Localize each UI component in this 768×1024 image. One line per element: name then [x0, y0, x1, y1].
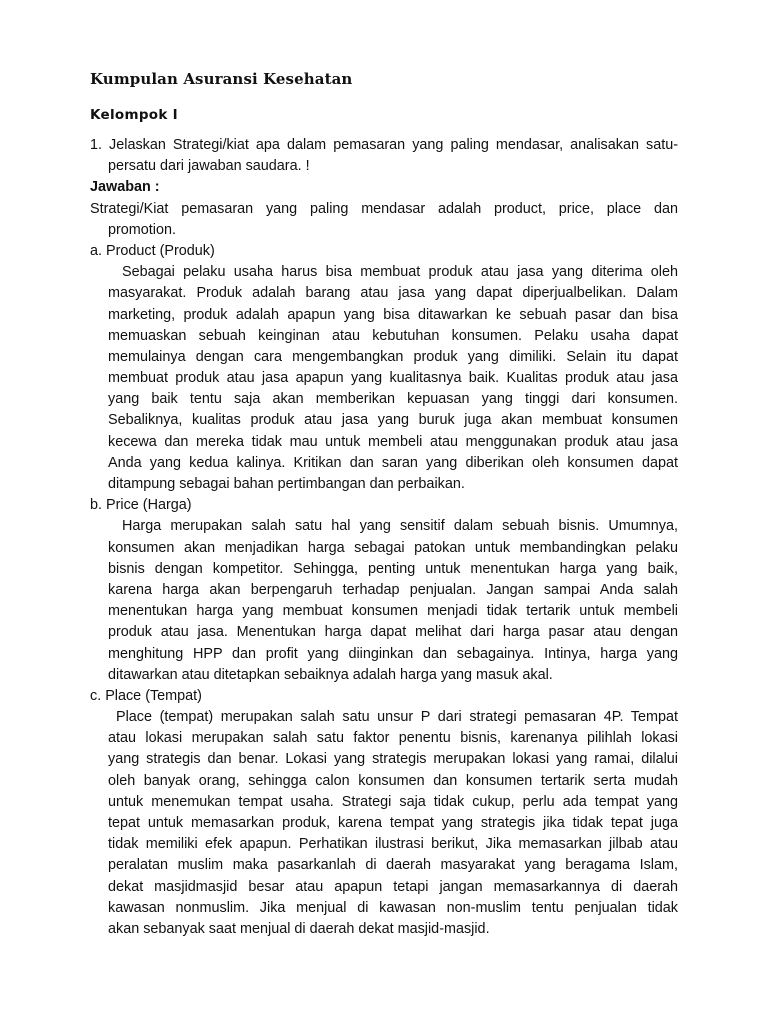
paragraph-line: Anda yang kedua kalinya. Kritikan dan saran yang diberikan oleh konsumen dapat — [108, 454, 678, 471]
section-product-paragraph — [90, 262, 678, 495]
section-price-paragraph — [90, 516, 678, 686]
paragraph-line: tidak memiliki efek apapun. Perhatikan ilustrasi berikut, Jika memasarkan jilbab atau — [108, 836, 678, 853]
paragraph-line: tepat untuk memasarkan produk, karena tempat yang strategis jika tidak tepat juga — [108, 815, 678, 831]
paragraph-line: marketing, produk adalah apapun yang bisa ditawarkan ke sebuah pasar dan bisa — [108, 306, 678, 323]
paragraph-line: bisnis dengan kompetitor. Sehingga, penting untuk menentukan harga yang baik, — [108, 560, 678, 577]
paragraph-line: akan sebanyak saat menjual di daerah dekat masjid-masjid. — [108, 920, 490, 937]
paragraph-line: membuat produk atau jasa apapun yang kualitasnya baik. Kualitas produk atau jasa — [108, 370, 678, 387]
section-heading-place: c. Place (Tempat) — [90, 687, 202, 704]
section-heading-price: b. Price (Harga) — [90, 497, 192, 514]
section-place-paragraph — [90, 707, 678, 940]
paragraph-line: peralatan muslim maka pasarkanlah di daerah masyarakat yang beragama Islam, — [108, 857, 678, 874]
paragraph-line: Harga merupakan salah satu hal yang sensitif dalam sebuah bisnis. Umumnya, — [122, 518, 678, 535]
document-title: Kumpulan Asuransi Kesehatan — [90, 70, 353, 88]
paragraph-line: atau lokasi merupakan salah satu faktor penentu bisnis, karenanya pilihlah lokasi — [108, 730, 678, 747]
question-line-2: persatu dari jawaban saudara. ! — [108, 158, 310, 175]
paragraph-line: ditawarkan atau ditetapkan sebaiknya adalah harga yang masuk akal. — [108, 666, 553, 683]
paragraph-line: dekat masjidmasjid besar atau apapun tetapi jangan memasarkannya di daerah — [108, 878, 678, 895]
section-heading-product: a. Product (Produk) — [90, 242, 215, 259]
paragraph-line: menghitung HPP dan profit yang diinginkan dan sebagainya. Intinya, harga yang — [108, 645, 678, 662]
paragraph-line: oleh banyak orang, sehingga calon konsumen dan konsumen tertarik serta mudah — [108, 772, 678, 789]
paragraph-line: masyarakat. Produk adalah barang atau jasa yang dapat diperjualbelikan. Dalam — [108, 285, 678, 302]
answer-intro-line-1: Strategi/Kiat pemasaran yang paling mendasar adalah product, price, place dan — [90, 200, 678, 217]
paragraph-line: yang baik tentu saja akan memberikan kepuasan yang tinggi dari konsumen. — [108, 391, 678, 408]
answer-label: Jawaban : — [90, 179, 160, 196]
paragraph-line: memulainya dengan cara mengembangkan produk yang dimiliki. Selain itu dapat — [108, 348, 678, 365]
paragraph-line: Sebaliknya, kualitas produk atau jasa yang buruk juga akan membuat konsumen — [108, 412, 678, 429]
paragraph-line: Sebagai pelaku usaha harus bisa membuat produk atau jasa yang diterima oleh — [122, 264, 678, 281]
paragraph-line: karena harga akan berpengaruh terhadap penjualan. Jangan sampai Anda salah — [108, 581, 678, 598]
paragraph-line: untuk menemukan tempat usaha. Strategi saja tidak cukup, perlu ada tempat yang — [108, 793, 678, 810]
group-heading: Kelompok I — [90, 107, 178, 123]
document-body — [90, 135, 678, 940]
paragraph-line: produk atau jasa. Menentukan harga dapat melihat dari harga pasar atau dengan — [108, 624, 678, 641]
paragraph-line: Place (tempat) merupakan salah satu unsur P dari strategi pemasaran 4P. Tempat — [116, 709, 678, 726]
paragraph-line: menentukan harga yang membuat konsumen menjadi tidak tertarik untuk membeli — [108, 603, 678, 620]
paragraph-line: yang strategis dan benar. Lokasi yang strategis merupakan lokasi yang ramai, dilalui — [108, 751, 678, 768]
paragraph-line: konsumen akan menjadikan harga sebagai patokan untuk membandingkan pelaku — [108, 539, 678, 556]
paragraph-line: memuaskan sebuah keinginan atau kebutuhan konsumen. Pelaku usaha dapat — [108, 327, 678, 344]
answer-intro-line-2: promotion. — [108, 221, 176, 238]
paragraph-line: ditampung sebagai bahan pertimbangan dan perbaikan. — [108, 476, 465, 492]
paragraph-line: kecewa dan mereka tidak mau untuk membeli atau menggunakan produk atau jasa — [108, 433, 678, 450]
paragraph-line: kawasan nonmuslim. Jika menjual di kawasan non-muslim tentu penjualan tidak — [108, 899, 678, 916]
question-line-1: 1. Jelaskan Strategi/kiat apa dalam pemasaran yang paling mendasar, analisakan satu- — [90, 137, 678, 153]
